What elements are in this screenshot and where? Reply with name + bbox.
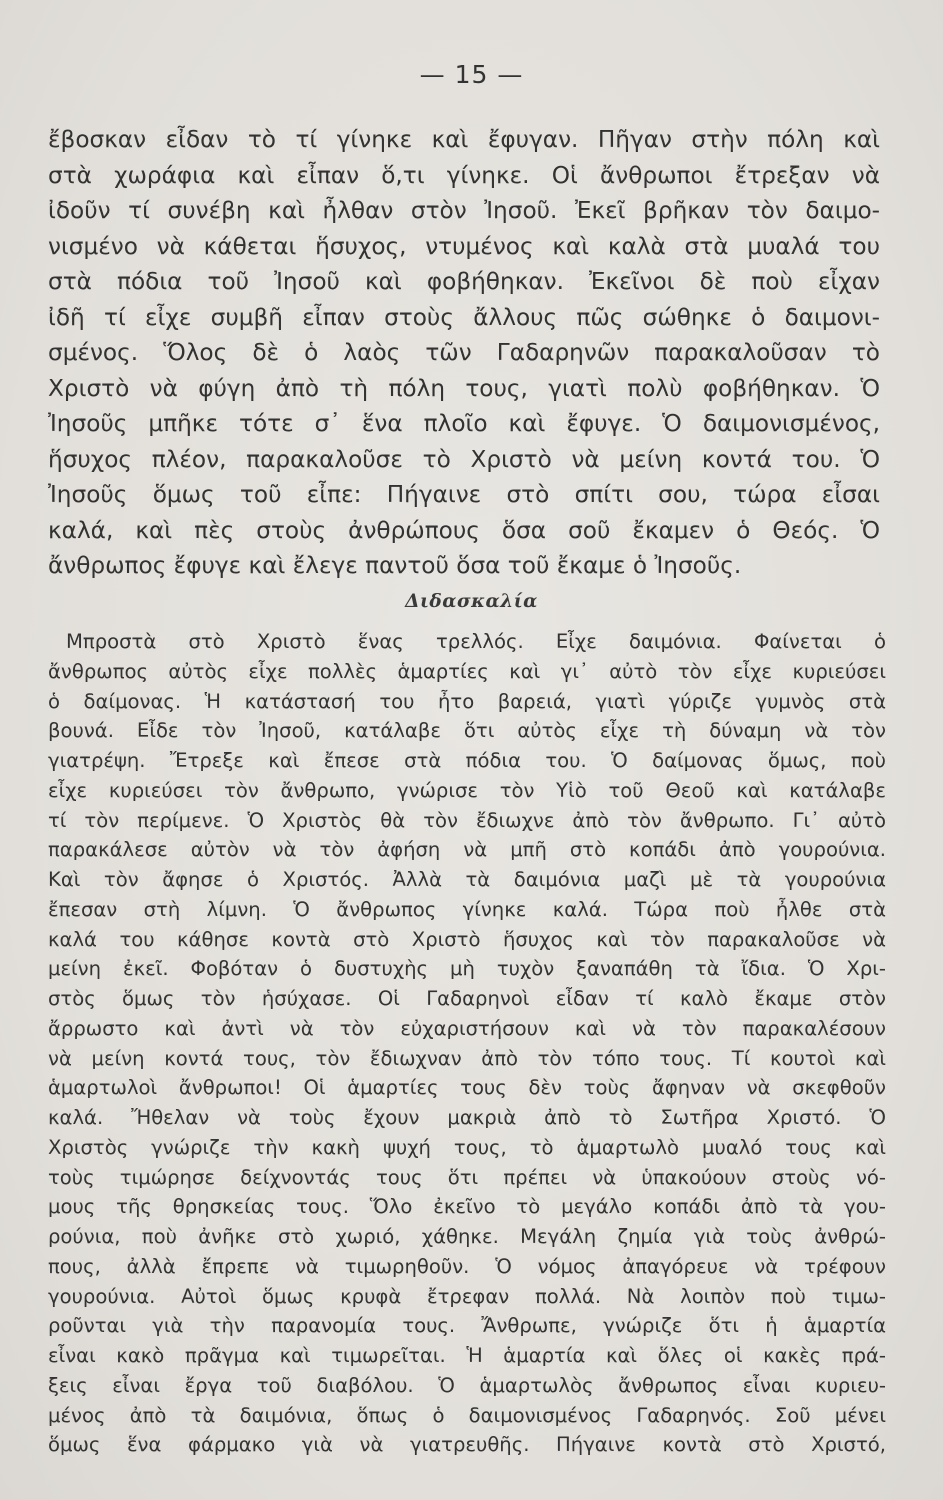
text-line: σμένος. Ὅλος δὲ ὁ λαὸς τῶν Γαδαρηνῶν παρακαλοῦσαν τὸ	[48, 339, 880, 366]
text-line: γιατρέψη. Ἔτρεξε καὶ ἔπεσε στὰ πόδια του. Ὁ δαίμονας ὅμως, ποὺ	[48, 749, 886, 772]
text-line: ἁμαρτωλοὶ ἄνθρωποι! Οἱ ἁμαρτίες τους δὲν τοὺς ἄφηναν νὰ σκεφθοῦν	[48, 1076, 886, 1100]
text-line: μείνη ἐκεῖ. Φοβόταν ὁ δυστυχὴς μὴ τυχὸν ξαναπάθη τὰ ἴδια. Ὁ Χρι-	[48, 957, 886, 981]
text-line: ἰδῆ τί εἶχε συμβῆ εἶπαν στοὺς ἄλλους πῶς σώθηκε ὁ δαιμονι-	[48, 303, 880, 331]
text-line: βουνά. Εἶδε τὸν Ἰησοῦ, κατάλαβε ὅτι αὐτὸς εἶχε τὴ δύναμη νὰ τὸν	[48, 719, 886, 743]
text-line: εἶναι κακὸ πρᾶγμα καὶ τιμωρεῖται. Ἡ ἁμαρτία καὶ ὅλες οἱ κακὲς πρά-	[48, 1344, 886, 1367]
text-line: γουρούνια. Αὐτοὶ ὅμως κρυφὰ ἔτρεφαν πολλά. Νὰ λοιπὸν ποὺ τιμω-	[48, 1284, 886, 1308]
text-line: ἔβοσκαν εἶδαν τὸ τί γίνηκε καὶ ἔφυγαν. Πῆγαν στὴν πόλη καὶ	[48, 126, 880, 153]
text-line: ἥσυχος πλέον, παρακαλοῦσε τὸ Χριστὸ νὰ μείνη κοντά του. Ὁ	[48, 445, 880, 473]
text-line: νισμένο νὰ κάθεται ἥσυχος, ντυμένος καὶ καλὰ στὰ μυαλά του	[48, 232, 880, 260]
text-line: εἶχε κυριεύσει τὸν ἄνθρωπο, γνώρισε τὸν Υἱὸ τοῦ Θεοῦ καὶ κατάλαβε	[48, 778, 886, 802]
text-line: μους τῆς θρησκείας τους. Ὅλο ἐκεῖνο τὸ μεγάλο κοπάδι ἀπὸ τὰ γου-	[48, 1195, 886, 1219]
text-line: ἔπεσαν στὴ λίμνη. Ὁ ἄνθρωπος γίνηκε καλά. Τώρα ποὺ ἦλθε στὰ	[48, 897, 886, 921]
text-line: ξεις εἶναι ἔργα τοῦ διαβόλου. Ὁ ἁμαρτωλὸς ἄνθρωπος εἶναι κυριευ-	[48, 1373, 886, 1397]
text-line: πους, ἀλλὰ ἔπρεπε νὰ τιμωρηθοῦν. Ὁ νόμος ἀπαγόρευε νὰ τρέφουν	[48, 1254, 886, 1278]
text-line: στὰ χωράφια καὶ εἶπαν ὅ,τι γίνηκε. Οἱ ἄνθρωποι ἔτρεξαν νὰ	[48, 161, 880, 189]
text-line: καλά, καὶ πὲς στοὺς ἀνθρώπους ὅσα σοῦ ἔκαμεν ὁ Θεός. Ὁ	[48, 516, 880, 544]
text-line: Χριστὸς γνώριζε τὴν κακὴ ψυχή τους, τὸ ἁμαρτωλὸ μυαλό τους καὶ	[48, 1135, 886, 1159]
narrative-paragraph	[48, 122, 880, 584]
text-line: στὰ πόδια τοῦ Ἰησοῦ καὶ φοβήθηκαν. Ἐκεῖνοι δὲ ποὺ εἶχαν	[48, 268, 880, 295]
text-line: παρακάλεσε αὐτὸν νὰ τὸν ἀφήση νὰ μπῆ στὸ κοπάδι ἀπὸ γουρούνια.	[48, 838, 886, 862]
text-line: ρούνια, ποὺ ἀνῆκε στὸ χωριό, χάθηκε. Μεγάλη ζημία γιὰ τοὺς ἀνθρώ-	[48, 1225, 886, 1248]
text-line: ὁ δαίμονας. Ἡ κατάστασή του ἦτο βαρειά, γιατὶ γύριζε γυμνὸς στὰ	[48, 689, 886, 713]
text-line: ἄνθρωπος αὐτὸς εἶχε πολλὲς ἁμαρτίες καὶ γι᾽ αὐτὸ τὸν εἶχε κυριεύσει	[48, 659, 886, 683]
section-heading: Διδασκαλία	[405, 591, 538, 612]
text-line: ἄρρωστο καὶ ἀντὶ νὰ τὸν εὐχαριστήσουν καὶ νὰ τὸν παρακαλέσουν	[48, 1016, 886, 1040]
text-line: μένος ἀπὸ τὰ δαιμόνια, ὅπως ὁ δαιμονισμένος Γαδαρηνός. Σοῦ μένει	[48, 1403, 886, 1427]
text-line: Ἰησοῦς μπῆκε τότε σ᾽ ἕνα πλοῖο καὶ ἔφυγε. Ὁ δαιμονισμένος,	[48, 410, 880, 437]
text-line: ἄνθρωπος ἔφυγε καὶ ἔλεγε παντοῦ ὅσα τοῦ ἔκαμε ὁ Ἰησοῦς.	[48, 552, 742, 579]
text-line: στὸς ὅμως τὸν ἡσύχασε. Οἱ Γαδαρηνοὶ εἶδαν τί καλὸ ἔκαμε στὸν	[48, 987, 886, 1010]
text-line: Ἰησοῦς ὅμως τοῦ εἶπε: Πήγαινε στὸ σπίτι σου, τώρα εἶσαι	[48, 481, 880, 508]
text-line: τί τὸν περίμενε. Ὁ Χριστὸς θὰ τὸν ἔδιωχνε ἀπὸ τὸν ἄνθρωπο. Γι᾽ αὐτὸ	[48, 808, 886, 832]
text-line: τοὺς τιμώρησε δείχνοντάς τους ὅτι πρέπει νὰ ὑπακούουν στοὺς νό-	[48, 1165, 886, 1189]
text-line: Χριστὸ νὰ φύγη ἀπὸ τὴ πόλη τους, γιατὶ πολὺ φοβήθηκαν. Ὁ	[48, 374, 880, 402]
teaching-paragraph	[48, 627, 886, 1460]
text-line: καλά του κάθησε κοντὰ στὸ Χριστὸ ἥσυχος καὶ τὸν παρακαλοῦσε νὰ	[48, 927, 886, 951]
text-line: ροῦνται γιὰ τὴν παρανομία τους. Ἄνθρωπε, γνώριζε ὅτι ἡ ἁμαρτία	[48, 1314, 886, 1338]
text-line: Μπροστὰ στὸ Χριστὸ ἕνας τρελλός. Εἶχε δαιμόνια. Φαίνεται ὁ	[66, 630, 886, 653]
text-line: νὰ μείνη κοντά τους, τὸν ἔδιωχναν ἀπὸ τὸν τόπο τους. Τί κουτοὶ καὶ	[48, 1046, 886, 1070]
text-line: Καὶ τὸν ἄφησε ὁ Χριστός. Ἀλλὰ τὰ δαιμόνια μαζὶ μὲ τὰ γουρούνια	[48, 868, 886, 891]
text-line: ἰδοῦν τί συνέβη καὶ ἦλθαν στὸν Ἰησοῦ. Ἐκεῖ βρῆκαν τὸν δαιμο-	[48, 197, 880, 224]
page-number: — 15 —	[419, 60, 524, 89]
text-line: ὅμως ἕνα φάρμακο γιὰ νὰ γιατρευθῆς. Πήγαινε κοντὰ στὸ Χριστό,	[48, 1433, 886, 1457]
text-line: καλά. Ἤθελαν νὰ τοὺς ἔχουν μακριὰ ἀπὸ τὸ Σωτῆρα Χριστό. Ὁ	[48, 1106, 886, 1129]
